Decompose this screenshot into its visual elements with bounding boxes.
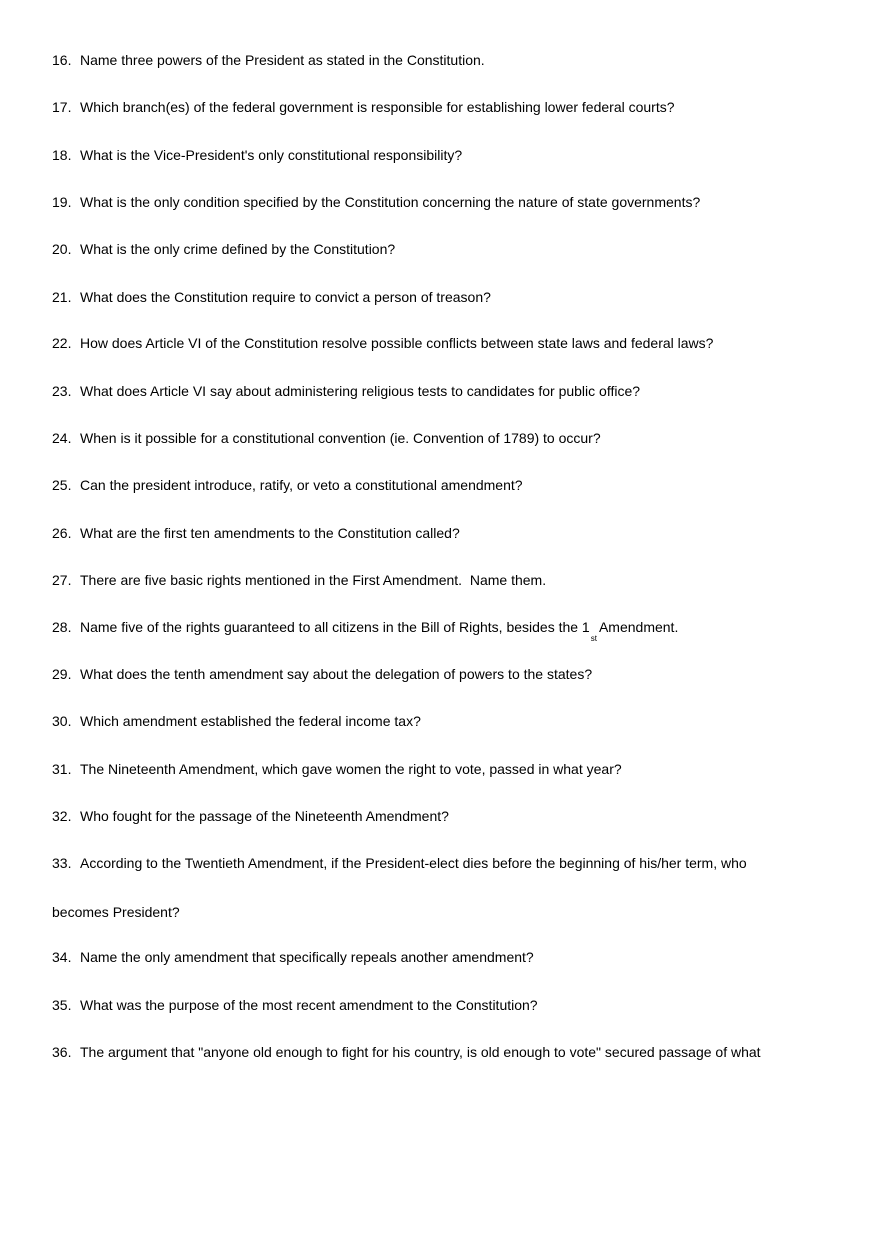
question-25 xyxy=(52,476,523,494)
question-36 xyxy=(52,1043,761,1061)
question-text: Which amendment established the federal income tax? xyxy=(80,713,421,729)
question-35 xyxy=(52,996,538,1014)
question-20 xyxy=(52,240,395,258)
question-number: 34. xyxy=(52,949,72,965)
question-30 xyxy=(52,712,421,730)
question-18 xyxy=(52,146,462,164)
question-text: Can the president introduce, ratify, or veto a constitutional amendment? xyxy=(80,477,523,493)
question-number: 18. xyxy=(52,147,72,163)
question-22 xyxy=(52,334,713,352)
question-number: 35. xyxy=(52,997,72,1013)
question-number: 24. xyxy=(52,430,72,446)
question-text: Who fought for the passage of the Nineteenth Amendment? xyxy=(80,808,449,824)
question-31 xyxy=(52,760,622,778)
question-text: What was the purpose of the most recent amendment to the Constitution? xyxy=(80,997,538,1013)
question-text: What are the first ten amendments to the Constitution called? xyxy=(80,525,460,541)
question-text-end: Amendment. xyxy=(598,619,679,635)
question-number: 25. xyxy=(52,477,72,493)
question-17 xyxy=(52,98,675,116)
question-number: 32. xyxy=(52,808,72,824)
question-number: 27. xyxy=(52,572,72,588)
question-16 xyxy=(52,51,485,69)
question-text: There are five basic rights mentioned in the First Amendment. Name them. xyxy=(80,572,547,588)
question-34 xyxy=(52,948,534,966)
question-24 xyxy=(52,429,601,447)
question-number: 19. xyxy=(52,194,72,210)
question-number: 33. xyxy=(52,855,72,871)
question-text: What is the Vice-President's only constitutional responsibility? xyxy=(80,147,463,163)
question-number: 31. xyxy=(52,761,72,777)
question-29 xyxy=(52,665,592,683)
question-27 xyxy=(52,571,546,589)
question-21 xyxy=(52,288,491,306)
question-number: 17. xyxy=(52,99,72,115)
question-text: What does the Constitution require to convict a person of treason? xyxy=(80,289,491,305)
question-number: 21. xyxy=(52,289,72,305)
question-number: 26. xyxy=(52,525,72,541)
question-number: 36. xyxy=(52,1044,72,1060)
question-number: 28. xyxy=(52,619,72,635)
question-number: 22. xyxy=(52,335,72,351)
question-text: The argument that "anyone old enough to fight for his country, is old enough to vote" secured passage of what xyxy=(80,1044,761,1060)
question-32 xyxy=(52,807,449,825)
question-23 xyxy=(52,382,640,400)
question-text: Name five of the rights guaranteed to all citizens in the Bill of Rights, besides the 1 xyxy=(80,619,590,635)
question-text: According to the Twentieth Amendment, if the President-elect dies before the beginning of his/her term, who xyxy=(80,855,747,871)
question-text: What does Article VI say about administering religious tests to candidates for public office? xyxy=(80,383,641,399)
question-33 xyxy=(52,854,747,872)
question-text: Which branch(es) of the federal government is responsible for establishing lower federal courts? xyxy=(80,99,675,115)
question-number: 16. xyxy=(52,52,72,68)
question-26 xyxy=(52,524,460,542)
question-text: How does Article VI of the Constitution resolve possible conflicts between state laws and federal laws? xyxy=(80,335,714,351)
question-text: Name the only amendment that specifically repeals another amendment? xyxy=(80,949,534,965)
question-number: 29. xyxy=(52,666,72,682)
question-text: Name three powers of the President as stated in the Constitution. xyxy=(80,52,485,68)
question-number: 23. xyxy=(52,383,72,399)
ordinal-suffix: st xyxy=(590,634,597,643)
question-text: What does the tenth amendment say about the delegation of powers to the states? xyxy=(80,666,593,682)
question-text: When is it possible for a constitutional convention (ie. Convention of 1789) to occur? xyxy=(80,430,601,446)
question-19 xyxy=(52,193,700,211)
question-28 xyxy=(52,618,679,643)
question-text: The Nineteenth Amendment, which gave women the right to vote, passed in what year? xyxy=(80,761,622,777)
question-number: 20. xyxy=(52,241,72,257)
question-text: What is the only crime defined by the Constitution? xyxy=(80,241,396,257)
question-number: 30. xyxy=(52,713,72,729)
question-33-continuation xyxy=(52,903,180,921)
question-text-continuation: becomes President? xyxy=(52,904,180,920)
question-text: What is the only condition specified by the Constitution concerning the nature of state governments? xyxy=(80,194,701,210)
